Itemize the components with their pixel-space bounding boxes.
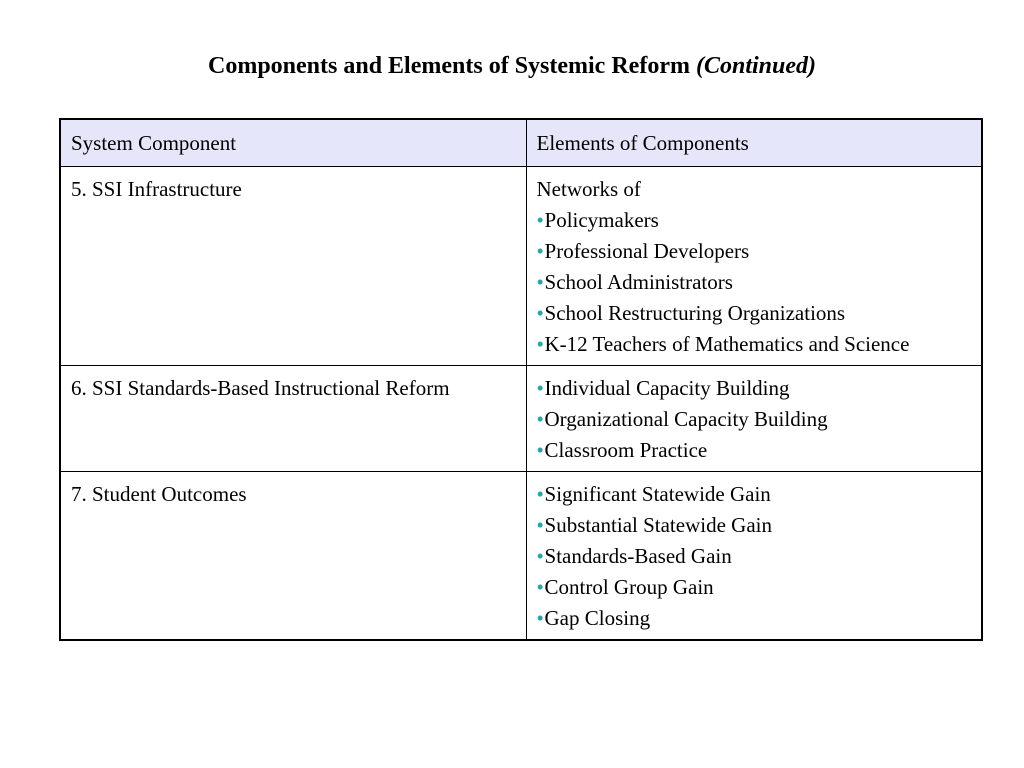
element-label: Substantial Statewide Gain (544, 513, 772, 537)
list-item (537, 572, 971, 603)
components-table (59, 118, 983, 641)
list-item (537, 298, 971, 329)
bullet-icon: • (536, 301, 544, 325)
element-label: K-12 Teachers of Mathematics and Science (544, 332, 910, 356)
bullet-icon: • (536, 208, 544, 232)
component-cell (60, 167, 526, 366)
component-cell (60, 366, 526, 472)
elements-cell (526, 167, 982, 366)
element-label: Individual Capacity Building (544, 376, 790, 400)
element-label: School Administrators (544, 270, 733, 294)
list-item (537, 435, 971, 466)
component-name: 6. SSI Standards-Based Instructional Reform (71, 376, 450, 400)
bullet-icon: • (536, 407, 544, 431)
list-item (537, 404, 971, 435)
list-item (537, 329, 971, 360)
element-label: Standards-Based Gain (544, 544, 732, 568)
table-row (60, 366, 982, 472)
list-item (537, 479, 971, 510)
element-label: Professional Developers (544, 239, 750, 263)
elements-cell (526, 472, 982, 641)
list-item (537, 510, 971, 541)
list-item (537, 603, 971, 634)
elements-intro: Networks of (536, 177, 641, 201)
bullet-icon: • (536, 239, 544, 263)
bullet-icon: • (536, 606, 544, 630)
list-item (537, 205, 971, 236)
component-cell (60, 472, 526, 641)
element-label: Gap Closing (544, 606, 651, 630)
list-item (537, 267, 971, 298)
list-item (537, 373, 971, 404)
element-label: Organizational Capacity Building (544, 407, 828, 431)
bullet-icon: • (536, 544, 544, 568)
elements-cell (526, 366, 982, 472)
element-label: Classroom Practice (544, 438, 708, 462)
elements-list (537, 373, 971, 466)
bullet-icon: • (536, 332, 544, 356)
page-title (0, 50, 1024, 82)
bullet-icon: • (536, 575, 544, 599)
list-item (537, 236, 971, 267)
header-system-component: System Component (60, 119, 526, 167)
elements-list (537, 479, 971, 634)
element-label: Significant Statewide Gain (544, 482, 771, 506)
title-suffix: (Continued) (695, 53, 816, 79)
element-label: School Restructuring Organizations (544, 301, 846, 325)
bullet-icon: • (536, 482, 544, 506)
bullet-icon: • (536, 438, 544, 462)
component-name: 7. Student Outcomes (71, 482, 247, 506)
table-header-row (60, 119, 982, 167)
component-name: 5. SSI Infrastructure (71, 177, 242, 201)
bullet-icon: • (536, 513, 544, 537)
element-label: Policymakers (544, 208, 659, 232)
element-label: Control Group Gain (544, 575, 714, 599)
bullet-icon: • (536, 376, 544, 400)
table-row (60, 472, 982, 641)
bullet-icon: • (536, 270, 544, 294)
table-row (60, 167, 982, 366)
elements-list (537, 205, 971, 360)
list-item (537, 541, 971, 572)
header-elements-of-components: Elements of Components (526, 119, 982, 167)
title-main: Components and Elements of Systemic Reform (208, 53, 690, 79)
